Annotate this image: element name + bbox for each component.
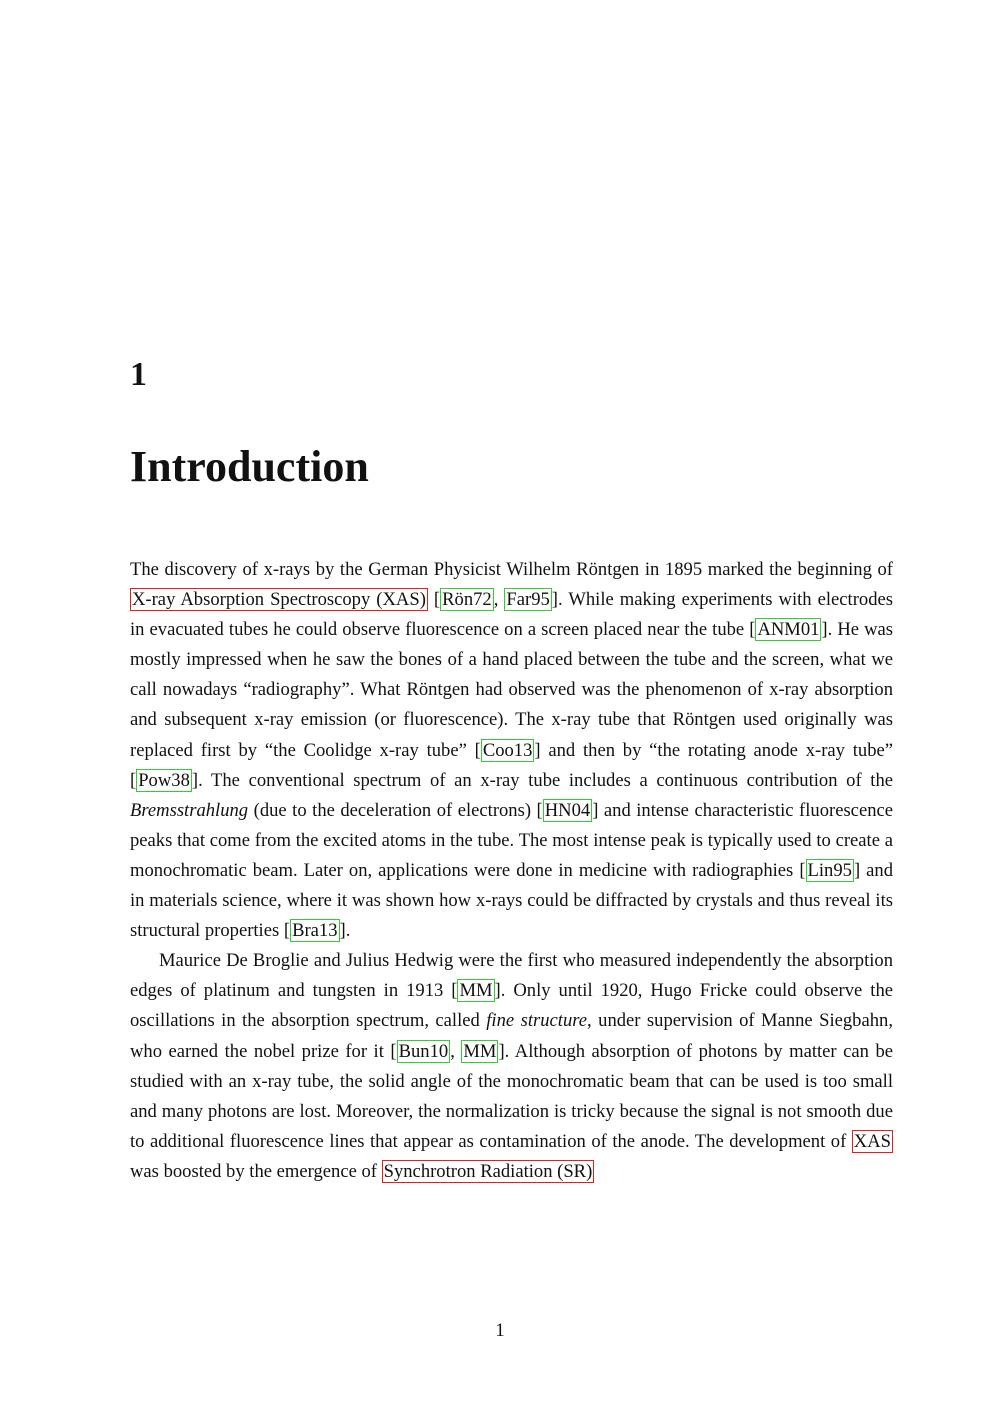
citation-link[interactable]: Bun10 [398,1040,449,1062]
text-run: (due to the deceleration of electrons) [ [248,799,543,821]
text-run: ] and then by “the rotating anode x-ray tube” [ [130,739,893,791]
text-run: Maurice De Broglie and Julius Hedwig were the first who measured independently the absorption edges of platinum and tungsten in 1913 [ [130,950,893,1002]
text-run: ]. Only until 1920, Hugo Fricke could observe the oscillations in the absorption spectrum, called [130,980,893,1032]
citation-link[interactable]: Bra13 [292,920,338,942]
text-run: ]. He was mostly impressed when he saw the bones of a hand placed between the tube and the screen, what we call nowadays “radiography”. What Röntgen had observed was the phenomenon of x-ray absorption and subsequent x-ray emission (or fluorescence). The x-ray tube that Röntgen used originally was replaced first by “the Coolidge x-ray tube” [ [130,619,894,761]
text-run: , under supervision of Manne Siegbahn, who earned the nobel prize for it [ [130,1010,893,1062]
citation-link[interactable]: MM [459,980,493,1002]
citation-link[interactable]: MM [463,1040,497,1062]
page-number: 1 [495,1320,505,1341]
paragraph [130,946,893,1187]
acronym-link[interactable]: Synchrotron Radiation (SR) [383,1160,593,1182]
text-run: ]. [339,920,351,942]
text-run: , [493,589,505,611]
chapter-title: Introduction [130,442,369,491]
citation-link[interactable]: Pow38 [138,769,190,791]
acronym-link[interactable]: XAS [853,1130,891,1152]
text-run: The discovery of x-rays by the German Physicist Wilhelm Röntgen in 1895 marked the beginning of [130,559,893,580]
citation-link[interactable]: Rön72 [442,589,492,611]
paragraph [130,555,893,946]
citation-link[interactable]: Lin95 [807,859,852,881]
text-run: ] and in materials science, where it was shown how x-rays could be diffracted by crystals and thus reveal its structural properties [ [130,859,894,942]
citation-link[interactable]: HN04 [544,799,591,821]
text-run: ] and intense characteristic fluorescence peaks that come from the excited atoms in the tube. The most intense peak is typically used to create a monochromatic beam. Later on, applications were done in medicine with radiographies [ [130,799,893,881]
text-run: ]. The conventional spectrum of an x-ray tube includes a continuous contribution of the [191,769,893,791]
text-run: was boosted by the emergence of [130,1160,382,1182]
acronym-link[interactable]: X-ray Absorption Spectroscopy (XAS) [132,589,426,611]
citation-link[interactable]: Far95 [506,589,550,611]
text-run: , [450,1040,462,1062]
text-run: [ [427,589,441,611]
emphasis: fine structure [486,1010,588,1032]
citation-link[interactable]: ANM01 [757,619,820,641]
text-run: ]. Although absorption of photons by matter can be studied with an x-ray tube, the solid angle of the monochromatic beam that can be used is too small and many photons are lost. Moreover, the normalization is tricky because the signal is not smooth due to additional fluorescence lines that appear as contamination of the anode. The development of [130,1040,893,1152]
emphasis: Bremsstrahlung [130,799,249,821]
chapter-number: 1 [130,356,147,393]
citation-link[interactable]: Coo13 [482,739,533,761]
body-text [130,555,893,1187]
text-run: ]. While making experiments with electrodes in evacuated tubes he could observe fluorescence on a screen placed near the tube [ [130,589,893,641]
